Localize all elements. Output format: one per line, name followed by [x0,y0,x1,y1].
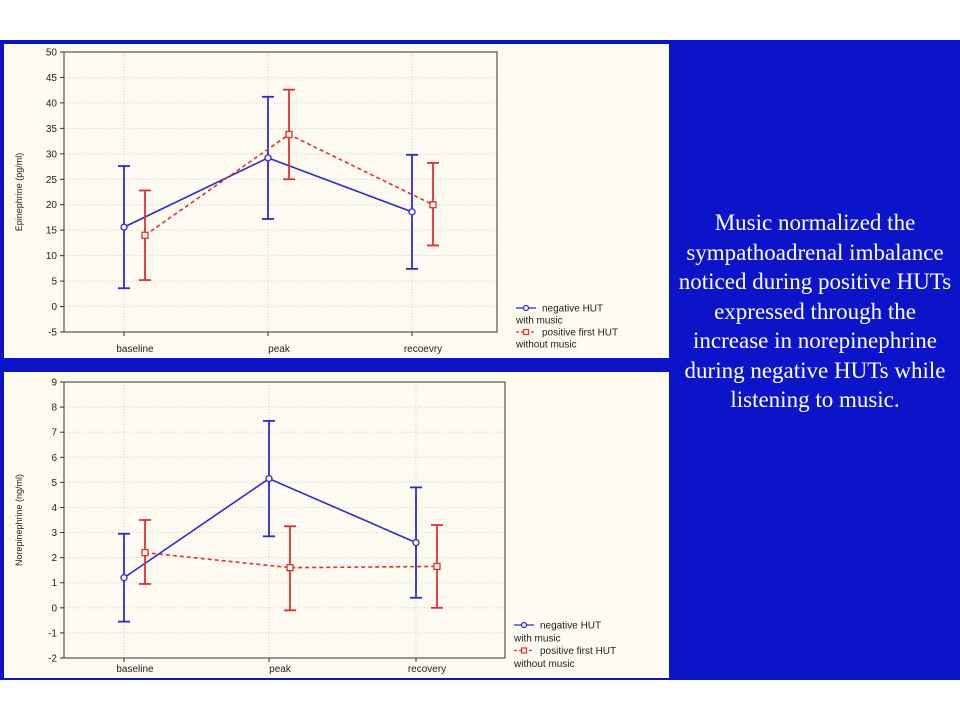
x-tick-label: recoevry [403,344,443,355]
legend-label-with-music: with music [514,633,561,645]
legend-label-without-music: without music [514,658,575,670]
y-tick-label: -1 [48,628,57,640]
legend-marker-circle [522,623,527,628]
slide-caption: Music normalized the sympathoadrenal imbalance noticed during positive HUTs expressed through the increase in norepinephrine during negative HUTs while listening to music. [678,210,952,412]
x-tick-label: recovery [407,664,447,675]
y-axis-label: Norepinephrine (ng/ml) [14,473,24,567]
legend-label-negative-hut: negative HUT [542,303,604,315]
y-tick-label: -5 [48,327,57,339]
y-tick-label: 1 [51,578,57,590]
plot-frame [64,52,497,332]
y-tick-label: 45 [45,72,57,84]
y-tick-label: 30 [45,149,57,161]
norepinephrine-chart-panel [4,372,669,678]
norepinephrine-chart [4,372,669,678]
y-tick-label: 5 [51,276,57,288]
y-tick-label: 6 [51,452,57,464]
y-tick-label: 40 [45,98,57,110]
legend-marker-circle [524,306,529,311]
y-tick-label: 20 [45,200,57,212]
x-tick-label: baseline [116,664,154,675]
y-tick-label: 35 [45,123,57,135]
data-point [121,575,127,581]
y-tick-label: 9 [51,377,57,389]
epinephrine-chart [4,44,669,358]
plot-frame [64,382,505,658]
x-tick-label: baseline [116,344,154,355]
y-tick-label: 50 [45,47,57,59]
y-tick-label: 7 [51,427,57,439]
y-tick-label: 0 [51,603,57,615]
data-point [121,224,127,230]
data-point [287,565,293,571]
y-tick-label: 2 [51,553,57,565]
y-tick-label: 15 [45,225,57,237]
y-tick-label: 8 [51,402,57,414]
data-point [286,131,292,137]
x-tick-label: peak [268,344,290,355]
data-point [265,155,271,161]
x-tick-label: peak [269,664,291,675]
y-tick-label: 4 [51,502,57,514]
y-tick-label: 5 [51,477,57,489]
y-tick-label: 25 [45,174,57,186]
data-point [142,232,148,238]
y-tick-label: 3 [51,528,57,540]
legend-label-negative-hut: negative HUT [540,620,602,632]
data-point [142,550,148,556]
y-tick-label: 10 [45,251,57,263]
y-tick-label: -2 [48,653,57,665]
legend-label-positive-hut: positive first HUT [540,646,617,657]
legend-marker-square [524,330,529,335]
data-point [409,209,415,215]
series-line-negative-hut [124,479,416,578]
data-point [266,476,272,482]
data-point [413,540,419,546]
y-tick-label: 0 [51,302,57,314]
y-axis-label: Epinephrine (pg/ml) [14,152,24,232]
epinephrine-chart-panel [4,44,669,358]
data-point [430,202,436,208]
legend-label-with-music: with music [516,315,563,327]
legend-marker-square [522,648,527,653]
legend-label-positive-hut: positive first HUT [542,327,619,339]
legend-label-without-music: without music [516,339,577,351]
data-point [434,563,440,569]
